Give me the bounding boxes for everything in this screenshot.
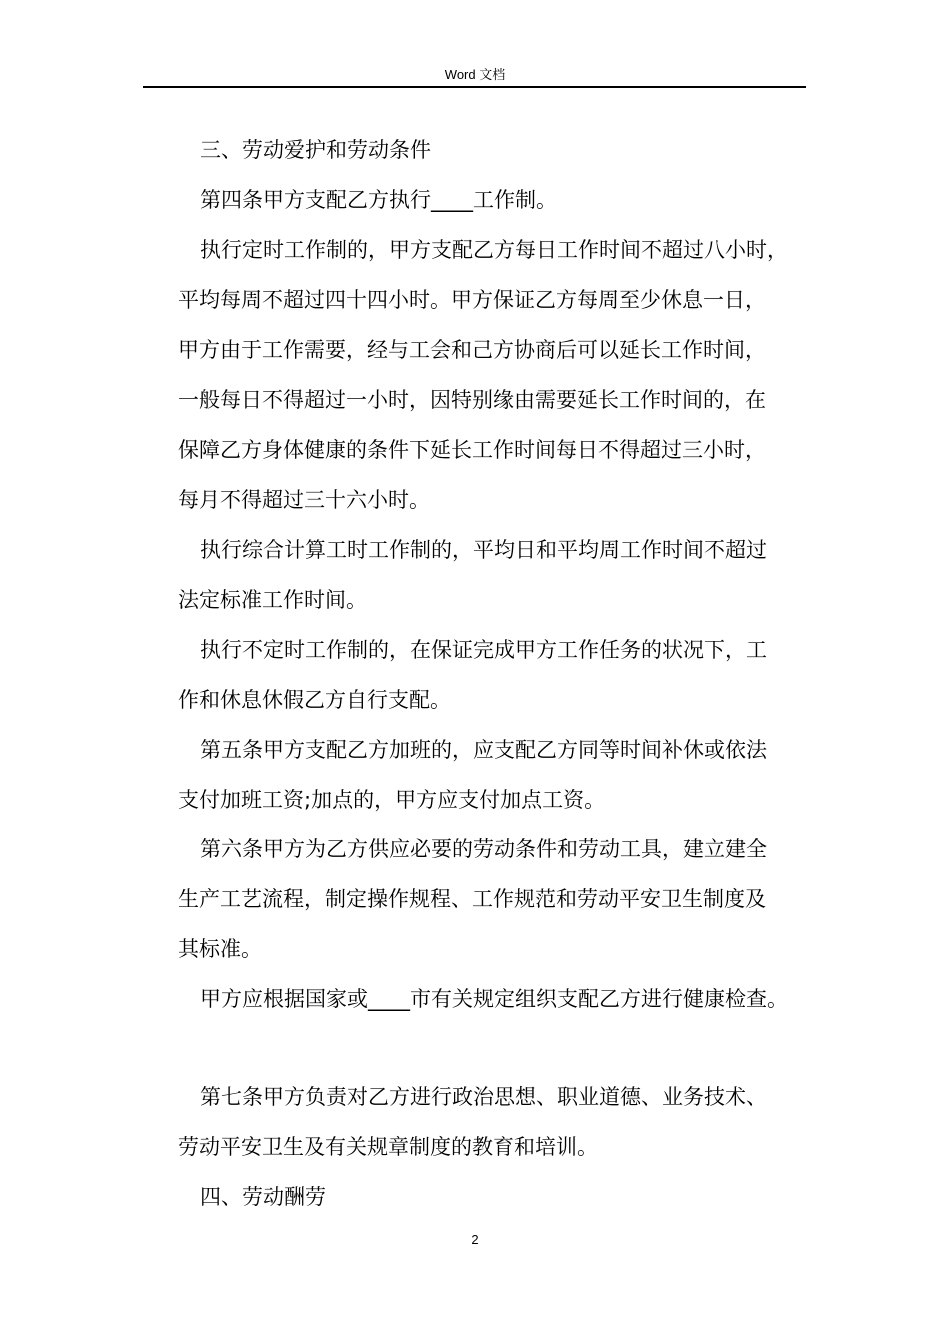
paragraph-line: 甲方由于工作需要，经与工会和己方协商后可以延长工作时间， [178, 338, 766, 362]
paragraph-line: 每月不得超过三十六小时。 [178, 488, 430, 512]
paragraph-line: 执行综合计算工时工作制的，平均日和平均周工作时间不超过 [200, 538, 767, 562]
header-divider [143, 86, 806, 88]
page-number: 2 [471, 1232, 479, 1247]
page-header-label: Word 文档 [444, 67, 506, 82]
paragraph-line: 第七条甲方负责对乙方进行政治思想、职业道德、业务技术、 [200, 1085, 767, 1109]
paragraph-line: 法定标准工作时间。 [178, 588, 367, 612]
paragraph-line: 执行定时工作制的，甲方支配乙方每日工作时间不超过八小时， [200, 238, 788, 262]
section-heading-remuneration: 四、劳动酬劳 [200, 1185, 326, 1209]
paragraph-line: 保障乙方身体健康的条件下延长工作时间每日不得超过三小时， [178, 438, 766, 462]
section-heading-labor-protection: 三、劳动爱护和劳动条件 [200, 138, 431, 162]
paragraph-line: 平均每周不超过四十四小时。甲方保证乙方每周至少休息一日， [178, 288, 766, 312]
paragraph-line: 第四条甲方支配乙方执行____工作制。 [200, 188, 557, 212]
paragraph-line: 作和休息休假乙方自行支配。 [178, 688, 451, 712]
paragraph-line: 生产工艺流程，制定操作规程、工作规范和劳动平安卫生制度及 [178, 887, 766, 911]
paragraph-line: 第六条甲方为乙方供应必要的劳动条件和劳动工具，建立建全 [200, 837, 767, 861]
paragraph-line: 其标准。 [178, 937, 262, 961]
paragraph-line: 甲方应根据国家或____市有关规定组织支配乙方进行健康检查。 [200, 987, 788, 1011]
paragraph-line: 第五条甲方支配乙方加班的，应支配乙方同等时间补休或依法 [200, 738, 767, 762]
paragraph-line: 执行不定时工作制的，在保证完成甲方工作任务的状况下，工 [200, 638, 767, 662]
paragraph-line: 支付加班工资;加点的，甲方应支付加点工资。 [178, 788, 606, 812]
paragraph-line: 劳动平安卫生及有关规章制度的教育和培训。 [178, 1135, 598, 1159]
paragraph-line: 一般每日不得超过一小时，因特别缘由需要延长工作时间的，在 [178, 388, 766, 412]
